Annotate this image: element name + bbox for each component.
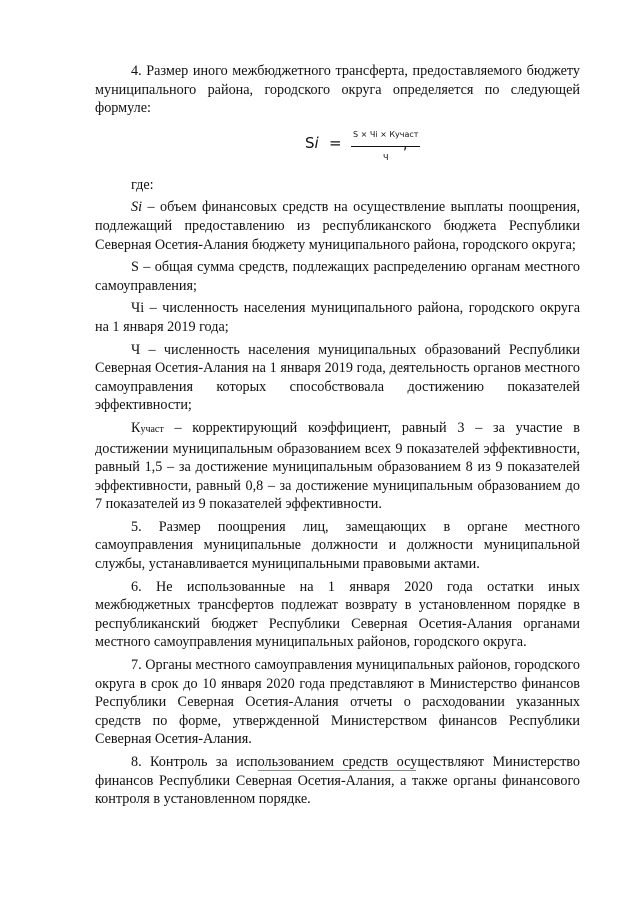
definition-s: S – общая сумма средств, подлежащих распределению органам местного самоуправления; (95, 259, 580, 294)
paragraph-6: 6. Не использованные на 1 января 2020 года остатки иных межбюджетных трансфертов подлежат возврату в установленном порядке в республиканский бюджет Республики Северная Осетия-Алания органами местного самоуправления муниципальных районов, городского округа. (95, 578, 580, 651)
definition-si-text: – объем финансовых средств на осуществление выплаты поощрения, подлежащий предоставлению из республиканского бюджета Республики Северная Осетия-Алания бюджету муниципального района, городского округа; (95, 199, 580, 253)
definition-k (95, 419, 580, 514)
definition-si (95, 198, 580, 254)
definition-ch: Ч – численность населения муниципальных образований Республики Северная Осетия-Алания на 1 января 2019 года, деятельность органов местного самоуправления которых способствовала достижению показателей эффективности; (95, 341, 580, 414)
paragraph-5: 5. Размер поощрения лиц, замещающих в органе местного самоуправления муниципальные должности и должности муниципальной службы, устанавливается муниципальными правовыми актами. (95, 518, 580, 573)
definition-chi-text: – численность населения муниципального района, городского округа на 1 января 2019 года; (95, 300, 580, 335)
symbol-si: Si (131, 199, 143, 216)
formula-denominator: Ч (382, 153, 389, 163)
formula-numerator: S × Чi × Кучаст (351, 126, 420, 148)
formula-equals: = (329, 133, 342, 152)
paragraph-4: 4. Размер иного межбюджетного трансферта, предоставляемого бюджету муниципального района, городского округа определяется по следующей формуле: (95, 63, 580, 117)
formula-lhs-sub: i (314, 133, 319, 152)
formula-fraction (351, 126, 420, 168)
transfer-formula (95, 126, 580, 170)
where-label: где: (131, 176, 154, 193)
formula-lhs (305, 134, 319, 153)
definition-chi (95, 299, 580, 336)
formula-lhs-base: S (305, 133, 315, 152)
symbol-chi: Чi (131, 300, 145, 317)
document-body (95, 62, 580, 813)
symbol-k-sub: участ (140, 423, 164, 435)
definition-k-text: – корректирующий коэффициент, равный 3 – за участие в достижении муниципальным образованием всех 9 показателей эффективности, равный 1,5 – за достижение муниципальным образованием 8 из 9 показателей эффективности, равный 0,8 – за достижение муниципальным образованием до 7 показателей из 9 показателей эффективности. (95, 419, 580, 513)
paragraph-7: 7. Органы местного самоуправления муниципальных районов, городского округа в срок до 10 января 2020 года представляют в Министерство финансов Республики Северная Осетия-Алания отчеты о расходовании указанных средств по форме, утвержденной Министерством финансов Республики Северная Осетия-Алания. (95, 657, 580, 748)
end-divider (258, 770, 416, 771)
paragraph-8: 8. Контроль за использованием средств осуществляют Министерство финансов Республики Северная Осетия-Алания, а также органы финансового контроля в установленном порядке. (95, 754, 580, 808)
symbol-k: К (131, 419, 141, 436)
formula-comma: , (403, 136, 408, 153)
